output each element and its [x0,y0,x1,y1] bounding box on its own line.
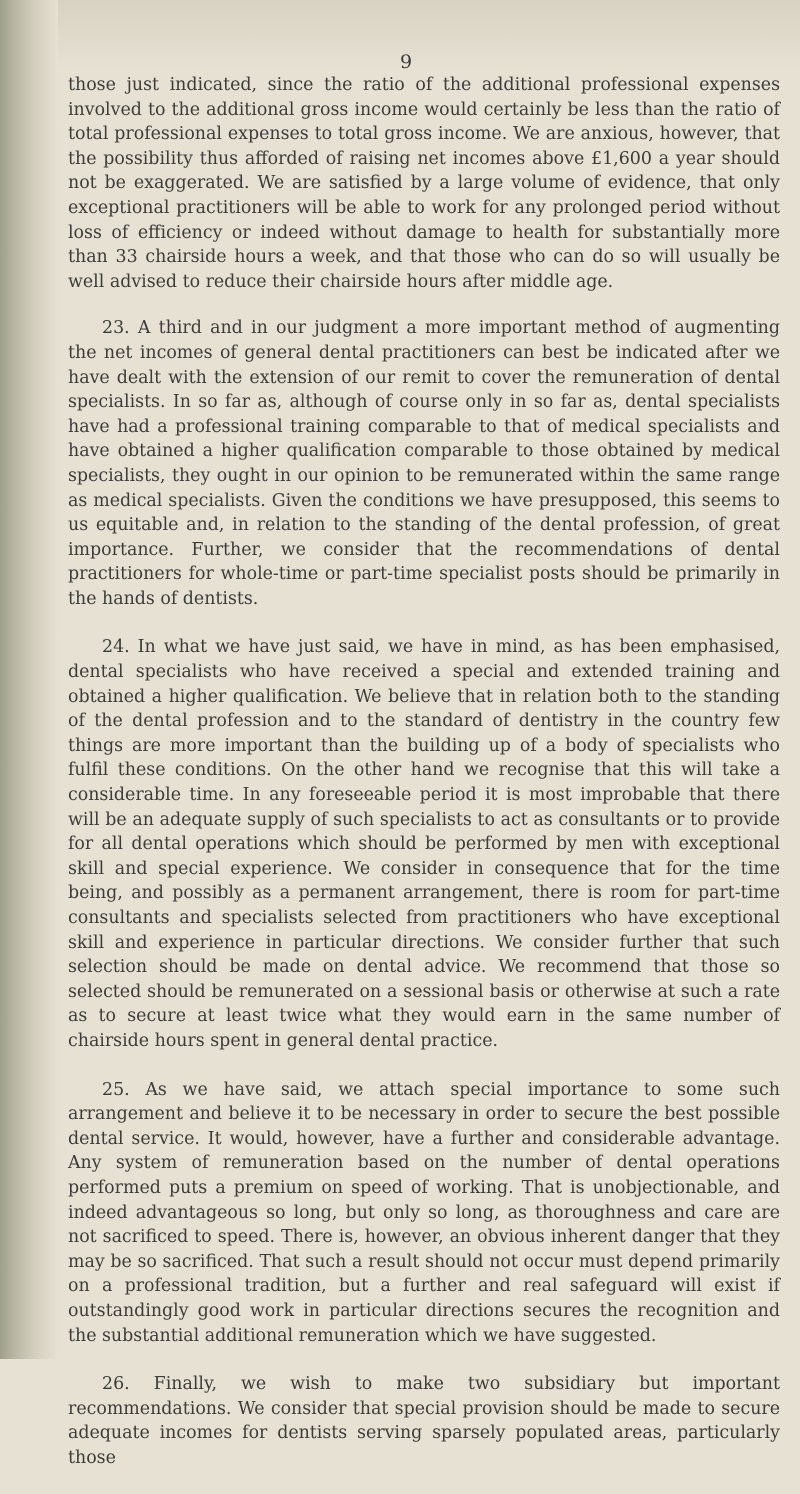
paragraph-25: 25. As we have said, we attach special importance to some such arrangement and believe it to be necessary in order to secure the best possible dental service. It would, however, have a further and considerable advantage. Any system of remuneration based on the number of dental operations performed puts a premium on speed of working. That is unobjectionable, and indeed advantageous so long, but only so long, as thoroughness and care are not sacrificed to speed. There is, however, an obvious inherent danger that they may be so sacrificed. That such a result should not occur must depend primarily on a professional tradition, but a further and real safeguard will exist if outstandingly good work in particular directions secures the recognition and the substantial additional remuneration which we have suggested. [68,1079,780,1346]
body-text [68,73,780,1494]
page-binding-edge [0,0,58,1359]
document-page [68,0,780,1468]
paragraph-24: 24. In what we have just said, we have in mind, as has been emphasised, dental specialists who have received a special and extended training and obtained a higher qualification. We believe that in relation both to the standing of the dental profession and to the standard of dentistry in the country few things are more important than the building up of a body of specialists who fulfil these conditions. On the other hand we recognise that this will take a considerable time. In any foreseeable period it is most improbable that there will be an adequate supply of such specialists to act as consultants or to provide for all dental operations which should be performed by men with exceptional skill and special experience. We consider in consequence that for the time being, and possibly as a permanent arrangement, there is room for part-time consultants and specialists selected from practitioners who have exceptional skill and experience in particular directions. We consider further that such selection should be made on dental advice. We recommend that those so selected should be remunerated on a sessional basis or otherwise at such a rate as to secure at least twice what they would earn in the same number of chairside hours spent in general dental practice. [68,637,780,1051]
page-number: 9 [399,51,413,73]
paragraph-continuation: those just indicated, since the ratio of the additional professional expenses involved to the additional gross income would certainly be less than the ratio of total professional expenses to total gross income. We are anxious, however, that the possibility thus afforded of raising net incomes above £1,600 a year should not be exaggerated. We are satisfied by a large volume of evidence, that only exceptional practitioners will be able to work for any prolonged period without loss of efficiency or indeed without damage to health for substantially more than 33 chairside hours a week, and that those who can do so will usually be well advised to reduce their chairside hours after middle age. [68,75,780,292]
paragraph-26: 26. Finally, we wish to make two subsidiary but important recommendations. We consider that special provision should be made to secure adequate incomes for dentists serving sparsely populated areas, particularly those [68,1374,780,1468]
paragraph-23: 23. A third and in our judgment a more important method of augmenting the net incomes of general dental practitioners can best be indicated after we have dealt with the extension of our remit to cover the remuneration of dental specialists. In so far as, although of course only in so far as, dental specialists have had a professional training comparable to that of medical specialists and have obtained a higher qualification comparable to those obtained by medical specialists, they ought in our opinion to be remunerated within the same range as medical specialists. Given the conditions we have presupposed, this seems to us equitable and, in relation to the standing of the dental profession, of great importance. Further, we consider that the recommendations of dental practitioners for whole-time or part-time specialist posts should be primarily in the hands of dentists. [68,318,780,609]
